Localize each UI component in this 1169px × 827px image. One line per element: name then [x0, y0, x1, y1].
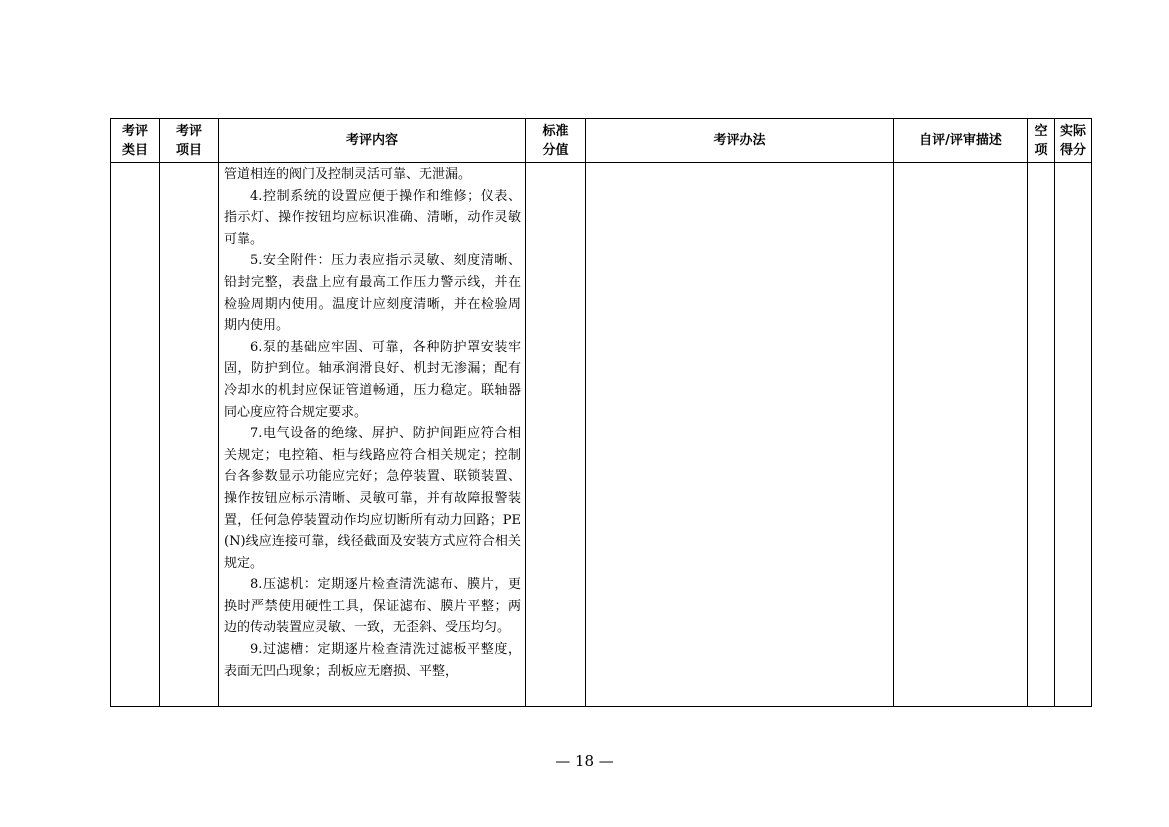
actual-score-cell — [1055, 163, 1092, 707]
header-actual-score: 实际 得分 — [1055, 119, 1092, 163]
header-item: 考评 项目 — [160, 119, 219, 163]
empty-item-cell — [1028, 163, 1055, 707]
header-empty-item: 空 项 — [1028, 119, 1055, 163]
standard-score-cell — [526, 163, 586, 707]
content-paragraph: 6.泵的基础应牢固、可靠，各种防护罩安装牢固，防护到位。轴承润滑良好、机封无渗漏；配有冷却水的机封应保证管道畅通，压力稳定。联轴器同心度应符合规定要求。 — [224, 339, 521, 420]
header-content: 考评内容 — [219, 119, 526, 163]
item-cell — [160, 163, 219, 707]
method-cell — [586, 163, 894, 707]
content-paragraph: 9.过滤槽：定期逐片检查清洗过滤板平整度，表面无凹凸现象；刮板应无磨损、平整， — [224, 642, 521, 679]
category-cell — [111, 163, 160, 707]
page-number: — 18 — — [555, 752, 614, 770]
header-self-review: 自评/评审描述 — [894, 119, 1028, 163]
table-row — [111, 163, 1092, 707]
header-standard-score: 标准 分值 — [526, 119, 586, 163]
content-cell — [219, 163, 526, 707]
self-review-cell — [894, 163, 1028, 707]
header-method: 考评办法 — [586, 119, 894, 163]
content-paragraph: 5.安全附件：压力表应指示灵敏、刻度清晰、铅封完整，表盘上应有最高工作压力警示线，并在检验周期内使用。温度计应刻度清晰，并在检验周期内使用。 — [224, 253, 521, 334]
header-category: 考评 类目 — [111, 119, 160, 163]
header-row — [111, 119, 1092, 163]
content-paragraph: 管道相连的阀门及控制灵活可靠、无泄漏。 — [224, 167, 472, 182]
content-paragraph: 7.电气设备的绝缘、屏护、防护间距应符合相关规定；电控箱、柜与线路应符合相关规定；控制台各参数显示功能应完好；急停装置、联锁装置、操作按钮应标示清晰、灵敏可靠，并有故障报警装置，任何急停装置动作均应切断所有动力回路；PE(N)线应连接可靠，线径截面及安装方式应符合相关规定。 — [224, 426, 521, 571]
evaluation-table — [110, 118, 1092, 707]
content-paragraph: 4.控制系统的设置应便于操作和维修；仪表、指示灯、操作按钮均应标识准确、清晰，动作灵敏可靠。 — [224, 188, 521, 247]
content-paragraph: 8.压滤机：定期逐片检查清洗滤布、膜片，更换时严禁使用硬性工具，保证滤布、膜片平整；两边的传动装置应灵敏、一致，无歪斜、受压均匀。 — [224, 577, 521, 636]
